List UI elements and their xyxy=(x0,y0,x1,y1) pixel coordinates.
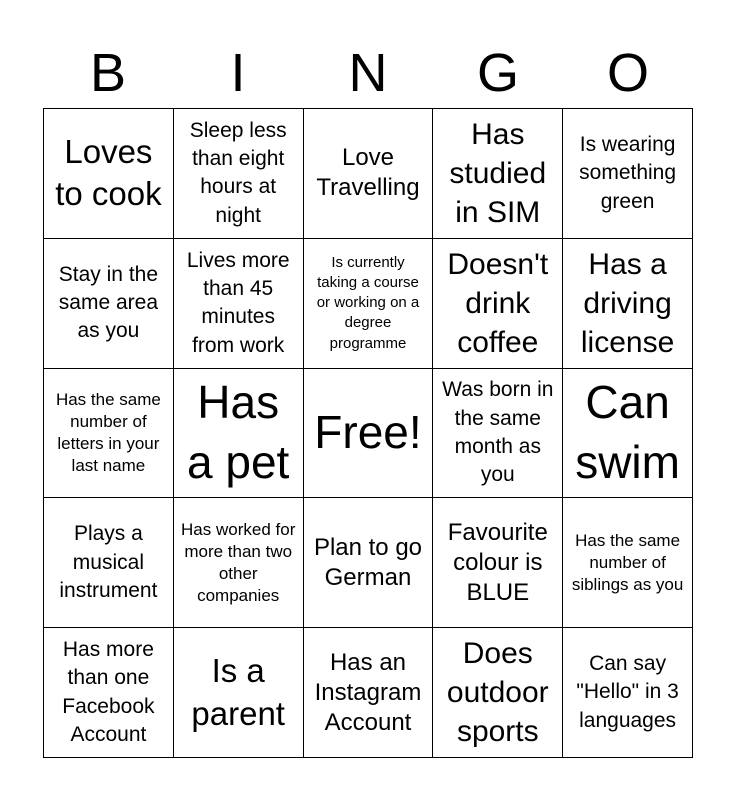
cell-text: Sleep less than eight hours at night xyxy=(189,118,287,227)
cell-text: Loves to cook xyxy=(55,132,162,213)
bingo-cell[interactable] xyxy=(174,498,304,628)
bingo-cell[interactable] xyxy=(44,109,174,239)
cell-text: Plan to go German xyxy=(313,533,423,591)
cell-text: Is currently taking a course or working on a degree programme xyxy=(316,253,420,352)
bingo-cell[interactable] xyxy=(563,628,693,758)
header-letter-b: B xyxy=(89,43,127,103)
bingo-cell[interactable] xyxy=(304,109,434,239)
bingo-cell[interactable] xyxy=(563,369,693,499)
bingo-cell[interactable] xyxy=(433,369,563,499)
cell-text: Plays a musical instrument xyxy=(59,522,158,602)
cell-text: Has a pet xyxy=(187,376,290,488)
bingo-cell[interactable] xyxy=(304,498,434,628)
bingo-cell[interactable] xyxy=(563,498,693,628)
bingo-cell[interactable] xyxy=(174,369,304,499)
cell-text: Has the same number of siblings as you xyxy=(571,530,684,594)
header-letter-g: G xyxy=(476,43,519,103)
cell-text: Was born in the same month as you xyxy=(442,378,554,487)
bingo-cell[interactable] xyxy=(563,239,693,369)
cell-text: Is wearing something green xyxy=(579,132,677,213)
bingo-cell[interactable] xyxy=(304,628,434,758)
cell-text: Love Travelling xyxy=(316,144,420,202)
header-letter-n: N xyxy=(348,43,388,103)
bingo-cell[interactable] xyxy=(563,109,693,239)
cell-text: Doesn't drink coffee xyxy=(447,247,549,359)
cell-text: Has more than one Facebook Account xyxy=(62,637,155,746)
cell-text: Has studied in SIM xyxy=(449,117,547,229)
cell-text: Lives more than 45 minutes from work xyxy=(186,248,290,357)
cell-text: Does outdoor sports xyxy=(446,637,549,749)
header-letter-i: I xyxy=(230,43,246,103)
cell-text: Stay in the same area as you xyxy=(58,262,159,343)
cell-text: Has an Instagram Account xyxy=(314,648,422,736)
cell-text: Favourite colour is BLUE xyxy=(447,518,548,606)
cell-text: Has a driving license xyxy=(580,247,675,359)
bingo-cell[interactable] xyxy=(304,369,434,499)
bingo-cell[interactable] xyxy=(44,498,174,628)
cell-text: Has the same number of letters in your last name xyxy=(55,389,161,476)
bingo-header xyxy=(43,38,693,108)
cell-text: Can say "Hello" in 3 languages xyxy=(576,652,679,732)
cell-text: Can swim xyxy=(575,376,680,488)
bingo-grid xyxy=(43,108,693,758)
bingo-cell[interactable] xyxy=(174,239,304,369)
bingo-cell[interactable] xyxy=(433,239,563,369)
bingo-cell[interactable] xyxy=(174,628,304,758)
bingo-cell[interactable] xyxy=(433,109,563,239)
cell-text: Is a parent xyxy=(191,651,285,732)
bingo-cell[interactable] xyxy=(304,239,434,369)
cell-text: Has worked for more than two other companies xyxy=(181,519,296,605)
bingo-cell[interactable] xyxy=(433,628,563,758)
bingo-cell[interactable] xyxy=(44,628,174,758)
bingo-cell[interactable] xyxy=(433,498,563,628)
bingo-cell[interactable] xyxy=(44,369,174,499)
header-letter-o: O xyxy=(606,43,649,103)
free-space-text: Free! xyxy=(314,406,422,459)
bingo-cell[interactable] xyxy=(44,239,174,369)
bingo-cell[interactable] xyxy=(174,109,304,239)
